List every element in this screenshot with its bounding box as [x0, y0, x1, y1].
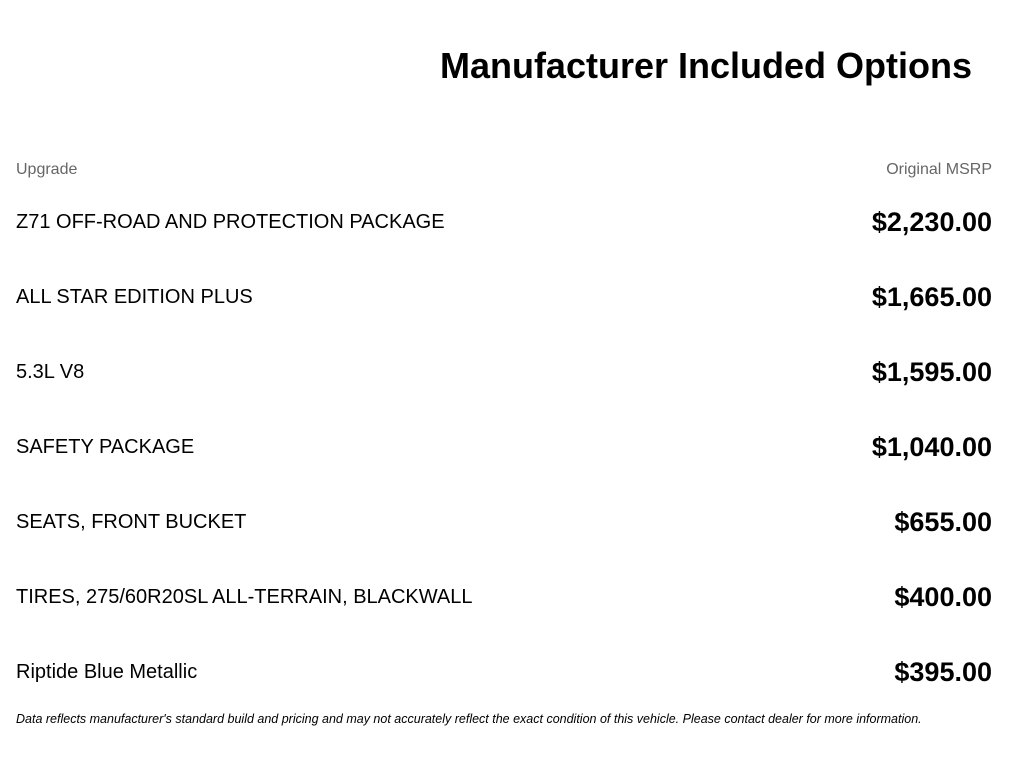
option-row [16, 410, 992, 485]
option-row [16, 635, 992, 710]
option-name: SEATS, FRONT BUCKET [16, 511, 247, 533]
option-row [16, 335, 992, 410]
option-name: SAFETY PACKAGE [16, 436, 195, 458]
upgrade-column-header: Upgrade [16, 161, 78, 178]
option-price: $395.00 [894, 657, 992, 687]
disclaimer-text: Data reflects manufacturer's standard build and pricing and may not accurately reflect the exact condition of this vehicle. Please contact dealer for more information. [16, 712, 922, 726]
option-price: $655.00 [894, 507, 992, 537]
option-name: ALL STAR EDITION PLUS [16, 286, 253, 308]
option-row [16, 560, 992, 635]
option-price: $1,040.00 [871, 432, 992, 462]
option-row [16, 260, 992, 335]
option-name: TIRES, 275/60R20SL ALL-TERRAIN, BLACKWALL [16, 586, 473, 608]
option-price: $400.00 [894, 582, 992, 612]
msrp-column-header: Original MSRP [886, 161, 992, 178]
option-row [16, 185, 992, 260]
option-row [16, 485, 992, 560]
option-name: Z71 OFF-ROAD AND PROTECTION PACKAGE [16, 211, 445, 233]
page-title: Manufacturer Included Options [439, 45, 972, 86]
column-header-row [16, 160, 992, 180]
option-name: 5.3L V8 [16, 361, 85, 383]
options-list [16, 185, 992, 710]
option-price: $1,665.00 [871, 282, 992, 312]
option-price: $2,230.00 [871, 207, 992, 237]
option-name: Riptide Blue Metallic [16, 661, 198, 683]
option-price: $1,595.00 [871, 357, 992, 387]
